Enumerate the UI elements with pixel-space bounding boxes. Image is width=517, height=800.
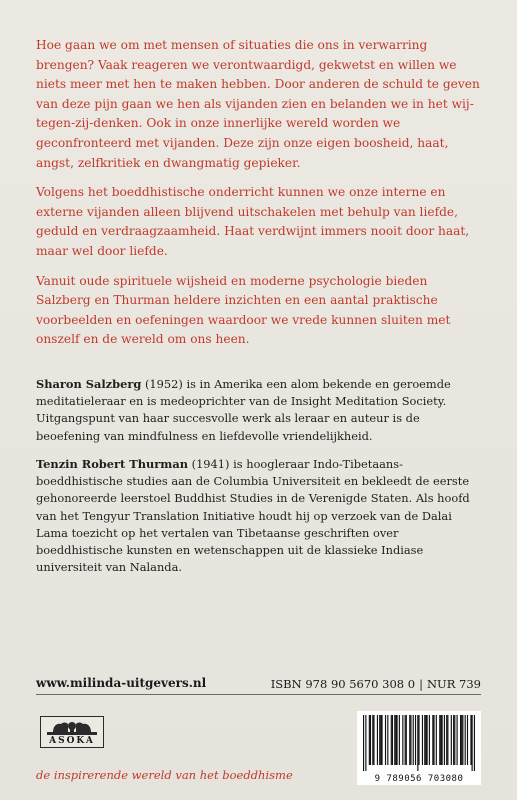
publisher-website: www.milinda-uitgevers.nl [36, 676, 207, 690]
barcode-icon [363, 715, 475, 771]
nur-code: NUR 739 [426, 677, 481, 691]
publisher-logo [40, 716, 104, 748]
author-bio-text: (1941) is hoogleraar Indo-Tibetaans-boeddhistische studies aan de Columbia Universiteit en bekleedt de eerste gehonoreerde leerstoel Buddhist Studies in de Verenigde Staten. Als hoofd van het Tengyur Translation Initiative houdt hij op verzoek van de Dalai Lama toezicht op het vertalen van Tibetaanse geschriften over boeddhistische kunsten en wetenschappen uit de klassieke Indiase universiteit van Nalanda. [36, 457, 470, 575]
blurb-paragraph-3: Vanuit oude spirituele wijsheid en moderne psychologie bieden Salzberg en Thurman heldere inzichten en een aantal praktische voorbeelden en oefeningen waardoor we vrede kunnen sluiten met onszelf en de wereld om ons heen. [36, 273, 451, 347]
author-bio-text: (1952) is in Amerika een alom bekende en geroemde meditatieleraar en is medeoprichter van de Insight Meditation Society. Uitgangspunt van haar succesvolle werk als leraar en auteur is de beoefening van mindfulness en liefdevolle vriendelijkheid. [36, 377, 451, 443]
blurb-paragraph-2: Volgens het boeddhistische onderricht kunnen we onze interne en externe vijanden alleen blijvend uitschakelen met behulp van liefde, geduld en verdraagzaamheid. Haat verdwijnt immers nooit door haat, maar wel door liefde. [36, 185, 470, 258]
blurb-paragraph-1: Hoe gaan we om met mensen of situaties die ons in verwarring brengen? Vaak reageren we verontwaardigd, gekwetst en willen we niets meer met hen te maken hebben. Door anderen de schuld te geven van deze pijn gaan we hen als vijanden zien en belanden we in het wij-tegen-zij-denken. Ook in onze innerlijke wereld worden we geconfronteerd met vijanden. Deze zijn onze eigen boosheid, haat, angst, zelfkritiek en dwangmatig gepieker. [36, 38, 480, 170]
logo-text: ASOKA [49, 736, 95, 746]
isbn-nur-line [271, 677, 481, 691]
isbn-barcode [357, 711, 481, 785]
blurb [36, 36, 482, 360]
isbn: ISBN 978 90 5670 308 0 [270, 677, 416, 691]
publisher-tagline: de inspirerende wereld van het boeddhisme [36, 768, 293, 782]
author-bio-salzberg [36, 376, 482, 445]
author-name: Tenzin Robert Thurman [36, 457, 188, 471]
barcode-digits: 9 789056 703080 [374, 774, 464, 784]
lion-capital-icon [45, 719, 99, 737]
author-bio-thurman [36, 456, 482, 576]
footer-divider [36, 694, 481, 695]
author-name: Sharon Salzberg [36, 377, 142, 391]
separator: | [419, 677, 423, 691]
